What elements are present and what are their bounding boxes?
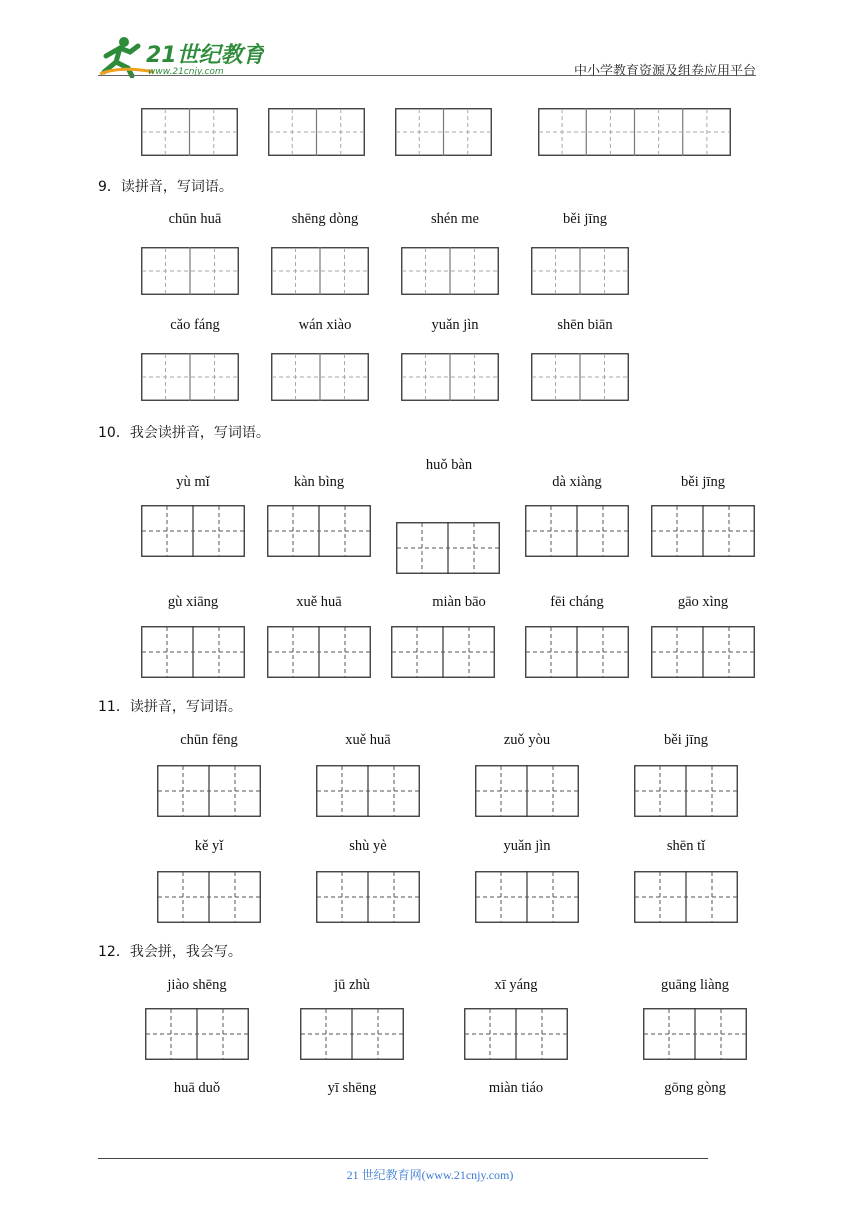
pinyin-label: shù yè (349, 838, 387, 854)
footer-credit: 21 世纪教育网(www.21cnjy.com) (346, 1168, 514, 1182)
writing-box[interactable] (643, 1008, 747, 1060)
pinyin-label: běi jīng (664, 732, 708, 748)
site-logo (94, 34, 264, 78)
writing-box[interactable] (651, 505, 755, 557)
writing-box[interactable] (271, 353, 369, 401)
pinyin-label: gù xiāng (167, 594, 219, 610)
writing-box[interactable] (267, 626, 371, 678)
question-9-title: 9．读拼音，写词语。 (98, 179, 233, 195)
writing-box[interactable] (651, 626, 755, 678)
pinyin-label: xuě huā (296, 594, 342, 610)
writing-box[interactable] (300, 1008, 404, 1060)
writing-box[interactable] (531, 353, 629, 401)
pinyin-label: huā duǒ (173, 1080, 221, 1096)
pinyin-label: miàn bāo (432, 594, 486, 610)
writing-box[interactable] (145, 1008, 249, 1060)
pinyin-label: gāo xìng (677, 594, 729, 610)
pinyin-label: kě yǐ (194, 838, 224, 854)
writing-box[interactable] (401, 353, 499, 401)
pinyin-label: shēn biān (557, 317, 613, 333)
pinyin-label: wán xiào (298, 317, 352, 333)
svg-text:www.21cnjy.com: www.21cnjy.com (148, 67, 224, 77)
pinyin-label: jū zhù (334, 977, 370, 993)
writing-box[interactable] (475, 765, 579, 817)
question-10-title: 10．我会读拼音，写词语。 (98, 425, 270, 441)
platform-name: 中小学教育资源及组卷应用平台 (573, 64, 756, 79)
pinyin-label: yuǎn jìn (503, 838, 551, 854)
pinyin-label: guāng liàng (660, 977, 730, 993)
writing-box[interactable] (141, 505, 245, 557)
writing-box[interactable] (395, 108, 492, 156)
writing-box[interactable] (634, 765, 738, 817)
pinyin-label: běi jīng (681, 474, 725, 490)
pinyin-label: jiào shēng (167, 977, 227, 993)
pinyin-label: cǎo fáng (170, 317, 220, 333)
pinyin-label: chūn fēng (180, 732, 238, 748)
pinyin-label: běi jīng (563, 211, 607, 227)
pinyin-label: chūn huā (168, 211, 222, 227)
writing-box[interactable] (525, 505, 629, 557)
pinyin-label: yù mǐ (176, 474, 210, 490)
question-12-title: 12．我会拼，我会写。 (98, 944, 242, 960)
writing-box[interactable] (316, 765, 420, 817)
question-11-title: 11．读拼音，写词语。 (98, 699, 242, 715)
footer-divider (98, 1158, 708, 1159)
writing-box[interactable] (634, 871, 738, 923)
pinyin-label: yī shēng (327, 1080, 377, 1096)
writing-box[interactable] (475, 871, 579, 923)
pinyin-label: miàn tiáo (488, 1080, 544, 1096)
pinyin-label: xī yáng (494, 977, 538, 993)
writing-box[interactable] (391, 626, 495, 678)
writing-box[interactable] (267, 505, 371, 557)
pinyin-label: yuǎn jìn (431, 317, 479, 333)
writing-box[interactable] (157, 871, 261, 923)
writing-box[interactable] (401, 247, 499, 295)
pinyin-label: zuǒ yòu (503, 732, 551, 748)
writing-box[interactable] (538, 108, 731, 156)
writing-box[interactable] (531, 247, 629, 295)
writing-box[interactable] (396, 522, 500, 574)
writing-box[interactable] (141, 353, 239, 401)
writing-box[interactable] (141, 108, 238, 156)
pinyin-label: dà xiàng (552, 474, 602, 490)
svg-text:21世纪教育: 21世纪教育 (146, 43, 264, 68)
header-divider (98, 75, 756, 76)
pinyin-label: gōng gòng (664, 1080, 726, 1096)
writing-box[interactable] (316, 871, 420, 923)
writing-box[interactable] (525, 626, 629, 678)
writing-box[interactable] (268, 108, 365, 156)
pinyin-label: xuě huā (345, 732, 391, 748)
pinyin-label: shēn tǐ (666, 838, 706, 854)
writing-box[interactable] (464, 1008, 568, 1060)
pinyin-label: shén me (431, 211, 479, 227)
pinyin-label: fēi cháng (550, 594, 604, 610)
writing-box[interactable] (141, 247, 239, 295)
pinyin-label: huǒ bàn (425, 457, 473, 473)
pinyin-label: kàn bìng (293, 474, 345, 490)
writing-box[interactable] (141, 626, 245, 678)
writing-box[interactable] (157, 765, 261, 817)
pinyin-label: shēng dòng (291, 211, 359, 227)
writing-box[interactable] (271, 247, 369, 295)
